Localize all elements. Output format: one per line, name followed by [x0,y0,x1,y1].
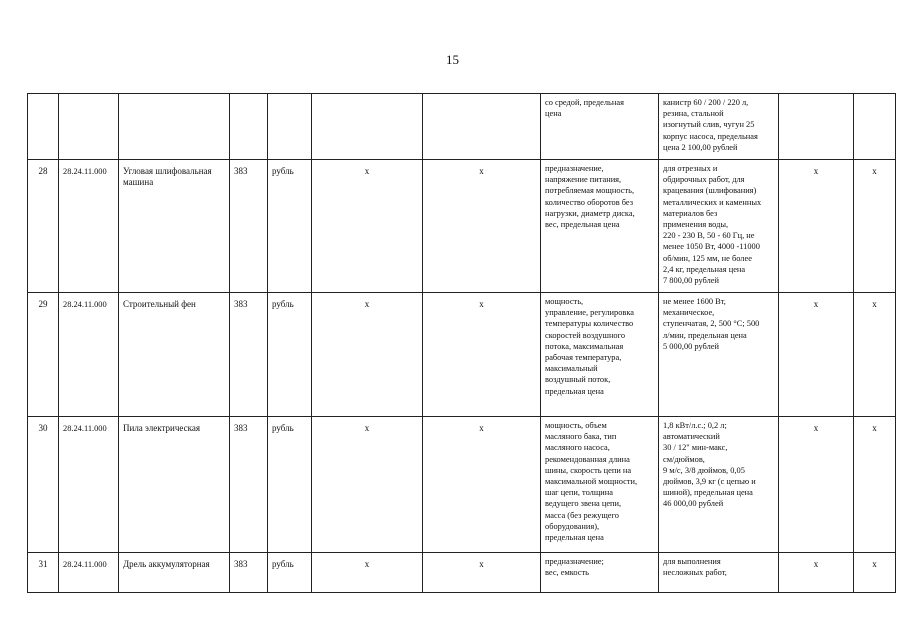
values-cell: для выполнения несложных работ, [659,553,779,593]
column-11-value: x [854,293,896,417]
item-name: Строительный фен [119,293,230,417]
values-cell: канистр 60 / 200 / 220 л, резина, стальной изогнутый слив, чугун 25 корпус насоса, предельная цена 2 100,00 рублей [659,94,779,160]
column-6-value: x [312,293,423,417]
row-number: 28 [28,160,59,293]
page-number: 15 [446,52,459,67]
characteristics-cell: мощность, управление, регулировка температуры количество скоростей воздушного потока, максимальная рабочая температура, максимальный воздушный поток, предельная цена [541,293,659,417]
characteristics-cell: предназначение, напряжение питания, потребляемая мощность, количество оборотов без нагрузки, диаметр диска, вес, предельная цена [541,160,659,293]
column-10-value [779,94,854,160]
column-6-value [312,94,423,160]
table-row [28,417,896,553]
column-11-value: x [854,160,896,293]
unit-code [230,94,268,160]
table-row [28,94,896,160]
unit-name: рубль [268,417,312,553]
values-cell: не менее 1600 Вт, механическое, ступенчатая, 2, 500 °C; 500 л/мин, предельная цена 5 000,00 рублей [659,293,779,417]
column-10-value: x [779,553,854,593]
row-number: 31 [28,553,59,593]
okpd-code: 28.24.11.000 [59,417,119,553]
okpd-code: 28.24.11.000 [59,553,119,593]
specification-table [27,93,896,593]
column-11-value: x [854,417,896,553]
unit-name: рубль [268,553,312,593]
unit-code: 383 [230,160,268,293]
unit-code: 383 [230,417,268,553]
table-row [28,160,896,293]
characteristics-cell: со средой, предельная цена [541,94,659,160]
table-row [28,293,896,417]
item-name: Угловая шлифовальная машина [119,160,230,293]
row-number: 29 [28,293,59,417]
unit-code: 383 [230,293,268,417]
column-6-value: x [312,160,423,293]
okpd-code: 28.24.11.000 [59,160,119,293]
unit-name [268,94,312,160]
table-row [28,553,896,593]
unit-name: рубль [268,160,312,293]
unit-name: рубль [268,293,312,417]
column-6-value: x [312,417,423,553]
characteristics-cell: мощность, объем масляного бака, тип масляного насоса, рекомендованная длина шины, скорость цепи на максимальной мощности, шаг цепи, толщина ведущего звена цепи, масса (без режущего оборудования), предельная цена [541,417,659,553]
column-10-value: x [779,160,854,293]
values-cell: для отрезных и обдирочных работ, для крацевания (шлифования) металлических и каменных материалов без применения воды, 220 - 230 В, 50 - 60 Гц, не менее 1050 Вт, 4000 -11000 об/мин, 125 мм, не более 2,4 кг, предельная цена 7 800,00 рублей [659,160,779,293]
row-number: 30 [28,417,59,553]
item-name [119,94,230,160]
column-11-value [854,94,896,160]
column-10-value: x [779,293,854,417]
column-7-value: x [423,553,541,593]
unit-code: 383 [230,553,268,593]
column-11-value: x [854,553,896,593]
item-name: Пила электрическая [119,417,230,553]
okpd-code [59,94,119,160]
column-7-value: x [423,160,541,293]
row-number [28,94,59,160]
values-cell: 1,8 кВт/л.с.; 0,2 л; автоматический 30 / 12" мин-макс, см/дюймов, 9 м/с, 3/8 дюймов, 0,05 дюймов, 3,9 кг (с цепью и шиной), предельная цена 46 000,00 рублей [659,417,779,553]
column-6-value: x [312,553,423,593]
item-name: Дрель аккумуляторная [119,553,230,593]
characteristics-cell: предназначение; вес, емкость [541,553,659,593]
column-10-value: x [779,417,854,553]
column-7-value: x [423,417,541,553]
okpd-code: 28.24.11.000 [59,293,119,417]
column-7-value [423,94,541,160]
column-7-value: x [423,293,541,417]
